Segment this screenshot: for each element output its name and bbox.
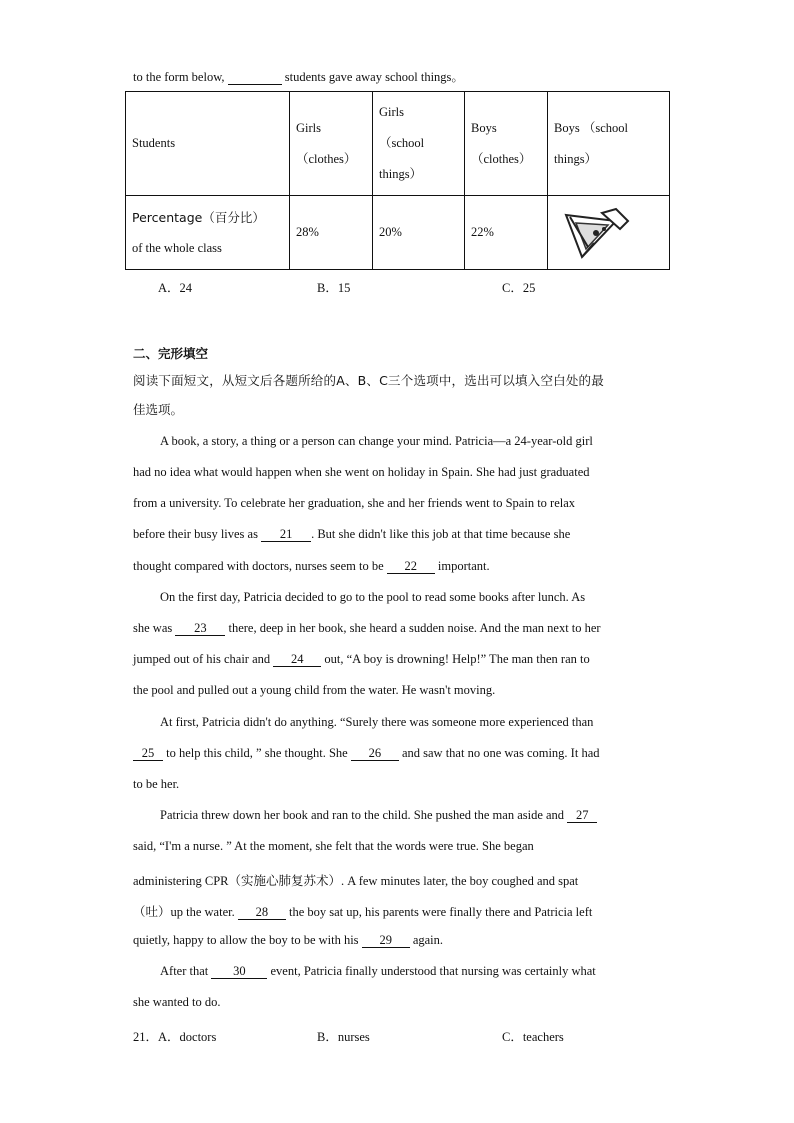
answer-blank (228, 71, 282, 85)
passage-line: （吐）up the water. 28 the boy sat up, his parents were finally there and Patricia left (133, 905, 593, 919)
passage-line: administering CPR（实施心肺复苏术）. A few minutes later, the boy coughed and spat (133, 874, 579, 888)
header-girls-clothes: Girls （clothes） (290, 92, 373, 196)
blank-24: 24 (273, 653, 321, 667)
blank-29: 29 (362, 934, 410, 948)
blank-22: 22 (387, 560, 435, 574)
instruction-line-2: 佳选项。 (133, 402, 184, 417)
intro-text-before: to the form below, (133, 70, 228, 84)
passage-line: On the first day, Patricia decided to go to the pool to read some books after lunch. As (160, 590, 586, 604)
instruction-line-1: 阅读下面短文，从短文后各题所给的A、B、C三个选项中，选出可以填入空白处的最 (133, 373, 604, 388)
passage-line: A book, a story, a thing or a person can change your mind. Patricia—a 24-year-old girl (160, 434, 593, 448)
blank-27: 27 (567, 809, 597, 823)
blank-23: 23 (175, 622, 225, 636)
passage-line: she was 23 there, deep in her book, she heard a sudden noise. And the man next to her (133, 621, 601, 635)
header-boys-school-things: Boys （school things） (548, 92, 670, 196)
pencil-sketch-icon (558, 203, 638, 263)
q21-option-a[interactable]: 21．A．doctors (133, 1030, 217, 1044)
section-title: 二、完形填空 (133, 346, 209, 361)
table-row (126, 196, 670, 270)
value-girls-clothes: 28% (290, 196, 373, 270)
value-boys-clothes: 22% (465, 196, 548, 270)
survey-form-table (125, 91, 670, 270)
option-b[interactable]: B．15 (317, 281, 351, 295)
q21-option-c[interactable]: C．teachers (502, 1030, 564, 1044)
passage-line: At first, Patricia didn't do anything. “Surely there was someone more experienced than (160, 715, 594, 729)
intro-text-after: students gave away school things。 (281, 70, 464, 84)
row-label: Percentage（百分比） of the whole class (126, 196, 290, 270)
q21-option-b[interactable]: B．nurses (317, 1030, 370, 1044)
passage-line: Patricia threw down her book and ran to the child. She pushed the man aside and 27 (160, 808, 661, 823)
passage-line: 25 to help this child, ” she thought. She 26 and saw that no one was coming. It had (133, 746, 661, 761)
passage-line: After that 30 event, Patricia finally understood that nursing was certainly what (160, 964, 596, 978)
passage-line: before their busy lives as 21 . But she didn't like this job at that time because she (133, 527, 571, 541)
intro-line (133, 67, 464, 85)
value-boys-things (548, 196, 670, 270)
option-c[interactable]: C．25 (502, 281, 536, 295)
passage-line: the pool and pulled out a young child from the water. He wasn't moving. (133, 683, 496, 697)
passage-line: had no idea what would happen when she went on holiday in Spain. She had just graduated (133, 465, 590, 479)
passage-line: she wanted to do. (133, 995, 221, 1009)
table-header-row (126, 92, 670, 196)
passage-line: quietly, happy to allow the boy to be with his 29 again. (133, 933, 444, 947)
header-boys-clothes: Boys （clothes） (465, 92, 548, 196)
passage-line: to be her. (133, 777, 180, 791)
option-a[interactable]: A．24 (158, 281, 193, 295)
passage-line: from a university. To celebrate her graduation, she and her friends went to Spain to relax (133, 496, 576, 510)
header-students: Students (126, 92, 290, 196)
blank-30: 30 (211, 965, 267, 979)
blank-21: 21 (261, 528, 311, 542)
header-girls-school-things: Girls （school things） (373, 92, 465, 196)
blank-26: 26 (351, 747, 399, 761)
blank-25: 25 (133, 747, 163, 761)
blank-28: 28 (238, 906, 286, 920)
passage-line: said, “I'm a nurse. ” At the moment, she felt that the words were true. She began (133, 839, 534, 853)
passage-line: thought compared with doctors, nurses seem to be 22 important. (133, 559, 490, 573)
passage-line: jumped out of his chair and 24 out, “A boy is drowning! Help!” The man then ran to (133, 652, 590, 666)
value-girls-things: 20% (373, 196, 465, 270)
